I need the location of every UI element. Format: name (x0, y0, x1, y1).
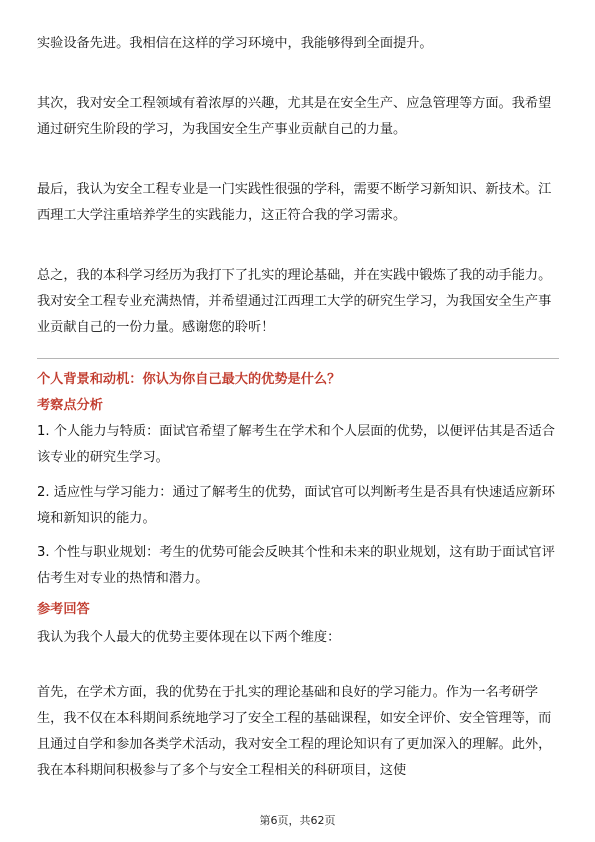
answer-paragraph-2: 首先，在学术方面，我的优势在于扎实的理论基础和良好的学习能力。作为一名考研学生，我不仅在本科期间系统地学习了安全工程的基础课程，如安全评价、安全管理等，而且通过自学和参加各类学术活动，我对安全工程的理论知识有了更加深入的理解。此外，我在本科期间积极参与了多个与安全工程相关的科研项目，这使 (37, 685, 552, 778)
intro-paragraph-4: 总之，我的本科学习经历为我打下了扎实的理论基础，并在实践中锻炼了我的动手能力。我对安全工程专业充满热情，并希望通过江西理工大学的研究生学习，为我国安全生产事业贡献自己的一份力量。感谢您的聆听！ (37, 268, 552, 335)
section-divider (37, 358, 559, 359)
intro-paragraph-3: 最后，我认为安全工程专业是一门实践性很强的学科，需要不断学习新知识、新技术。江西理工大学注重培养学生的实践能力，这正符合我的学习需求。 (37, 182, 552, 223)
question-heading: 个人背景和动机：你认为你自己最大的优势是什么？ (37, 372, 341, 387)
answer-paragraph-1: 我认为我个人最大的优势主要体现在以下两个维度： (37, 630, 341, 645)
analysis-point-3: 3. 个性与职业规划：考生的优势可能会反映其个性和未来的职业规划，这有助于面试官评估考生对专业的热情和潜力。 (37, 545, 555, 586)
page-footer: 第6页，共62页 (259, 814, 336, 827)
intro-paragraph-1: 实验设备先进。我相信在这样的学习环境中，我能够得到全面提升。 (37, 36, 433, 51)
answer-heading: 参考回答 (37, 602, 90, 617)
intro-paragraph-2: 其次，我对安全工程领域有着浓厚的兴趣，尤其是在安全生产、应急管理等方面。我希望通过研究生阶段的学习，为我国安全生产事业贡献自己的力量。 (37, 96, 552, 137)
analysis-point-2: 2. 适应性与学习能力：通过了解考生的优势，面试官可以判断考生是否具有快速适应新环境和新知识的能力。 (37, 485, 555, 526)
analysis-heading: 考察点分析 (37, 398, 103, 413)
analysis-point-1: 1. 个人能力与特质：面试官希望了解考生在学术和个人层面的优势，以便评估其是否适合该专业的研究生学习。 (37, 424, 555, 465)
